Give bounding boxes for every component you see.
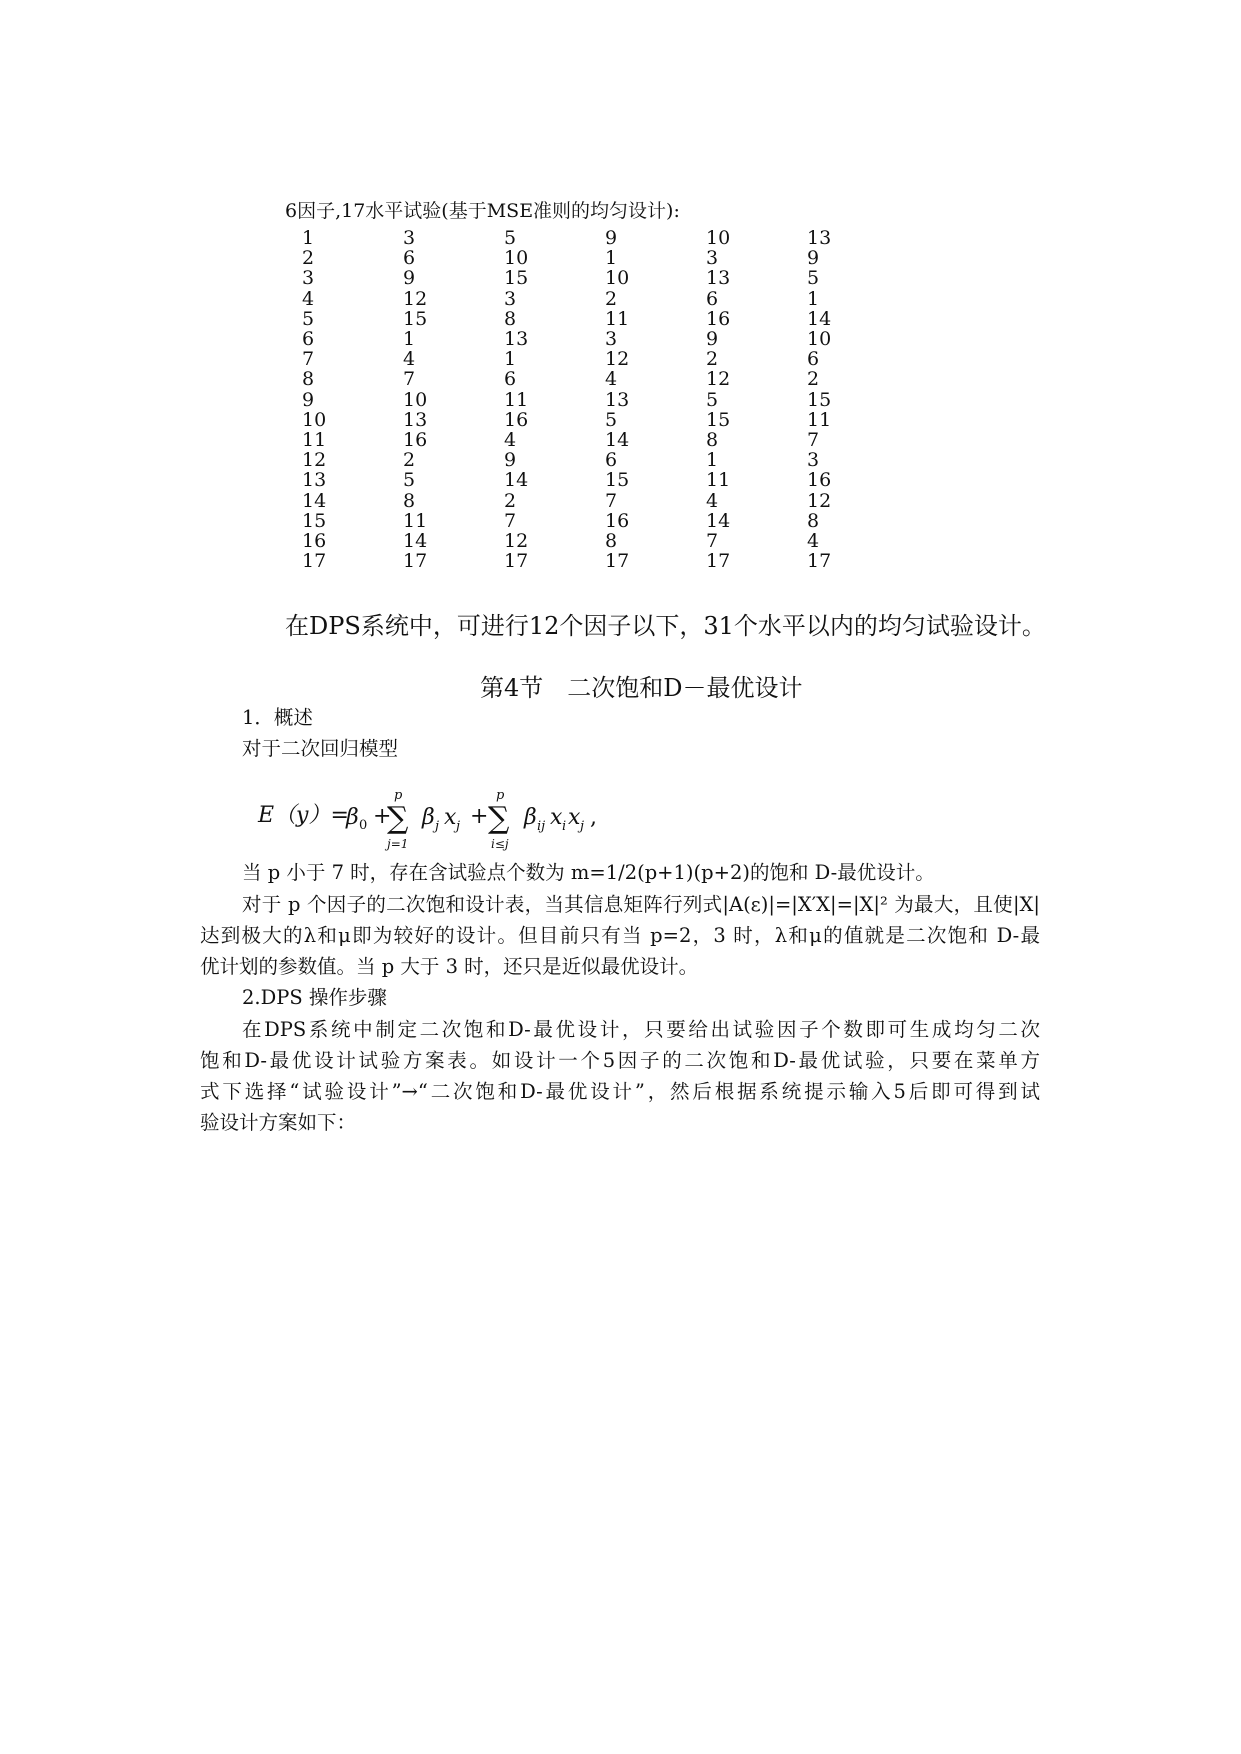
formula-term2-xi-sub: i (562, 819, 567, 834)
table-cell: 9 (302, 388, 315, 411)
table-cell: 6 (605, 449, 618, 472)
table-cell: 5 (403, 469, 416, 492)
table-cell: 4 (403, 348, 416, 371)
formula-beta0: β (346, 805, 359, 830)
formula-tail: , (590, 805, 597, 830)
formula-term1-sub: j (435, 819, 440, 834)
table-cell: 13 (504, 328, 529, 351)
table-cell: 7 (605, 489, 618, 512)
table-cell: 8 (403, 489, 416, 512)
table-cell: 3 (403, 227, 416, 249)
formula-sum2-upper: p (496, 788, 505, 803)
formula-beta0-sub: 0 (359, 818, 368, 833)
table-cell: 11 (504, 388, 529, 411)
table-row (302, 531, 908, 551)
paragraph-dps-line2: 饱和D-最优设计试验方案表。如设计一个5因子的二次饱和D-最优试验，只要在菜单方 (200, 1049, 1040, 1072)
table-cell: 10 (302, 408, 327, 431)
table-cell: 12 (403, 287, 428, 310)
table-cell: 2 (403, 449, 416, 472)
table-row (302, 349, 908, 369)
table-cell: 11 (403, 509, 428, 532)
table-row (302, 410, 908, 430)
paragraph-criteria-line1: 对于 p 个因子的二次饱和设计表，当其信息矩阵行列式|A(ε)|=|X′X|=|X|² 为最大，且使|X| (242, 893, 1040, 916)
table-cell: 8 (706, 429, 719, 452)
table-cell: 17 (807, 550, 832, 573)
table-cell: 3 (706, 247, 719, 270)
table-row (302, 309, 908, 329)
table-cell: 6 (807, 348, 820, 371)
table-cell: 1 (605, 247, 618, 270)
table-cell: 5 (504, 227, 517, 249)
uniform-design-table (302, 228, 908, 571)
table-cell: 12 (302, 449, 327, 472)
table-row (302, 450, 908, 470)
table-cell: 16 (504, 408, 529, 431)
table-cell: 17 (302, 550, 327, 573)
paragraph-dps-line4: 验设计方案如下： (200, 1111, 357, 1134)
table-cell: 16 (403, 429, 428, 452)
table-cell: 10 (706, 227, 731, 249)
formula-term2-xj: x (568, 805, 581, 830)
table-cell: 8 (807, 509, 820, 532)
table-cell: 14 (403, 530, 428, 553)
table-cell: 13 (605, 388, 630, 411)
table-cell: 14 (807, 307, 832, 330)
formula-term2-xj-sub: j (580, 819, 585, 834)
table-cell: 17 (403, 550, 428, 573)
table-cell: 12 (706, 368, 731, 391)
table-cell: 8 (605, 530, 618, 553)
table-cell: 9 (807, 247, 820, 270)
table-cell: 2 (706, 348, 719, 371)
table-cell: 2 (807, 368, 820, 391)
table-cell: 3 (302, 267, 315, 290)
paragraph-criteria-line2: 达到极大的λ和μ即为较好的设计。但目前只有当 p=2，3 时，λ和μ的值就是二次饱和 D-最 (200, 924, 1040, 947)
table-cell: 3 (807, 449, 820, 472)
paragraph-dps-line1: 在DPS系统中制定二次饱和D-最优设计，只要给出试验因子个数即可生成均匀二次 (242, 1018, 1040, 1041)
paragraph-saturated-condition: 当 p 小于 7 时，存在含试验点个数为 m=1/2(p+1)(p+2)的饱和 D-最优设计。 (242, 861, 935, 884)
table-cell: 9 (706, 328, 719, 351)
table-cell: 5 (706, 388, 719, 411)
table-cell: 14 (605, 429, 630, 452)
table-row (302, 289, 908, 309)
design-table-body (302, 228, 908, 571)
table-row (302, 511, 908, 531)
table-cell: 6 (706, 287, 719, 310)
table-cell: 5 (807, 267, 820, 290)
table-cell: 12 (807, 489, 832, 512)
formula-term2-beta: β (524, 805, 537, 830)
table-cell: 2 (302, 247, 315, 270)
table-cell: 7 (302, 348, 315, 371)
table-cell: 7 (706, 530, 719, 553)
table-row (302, 551, 908, 571)
table-cell: 8 (504, 307, 517, 330)
table-cell: 17 (504, 550, 529, 573)
table-cell: 3 (504, 287, 517, 310)
table-cell: 14 (706, 509, 731, 532)
formula-term1-x: x (444, 805, 457, 830)
formula-plus-2: + (470, 804, 489, 829)
table-cell: 11 (706, 469, 731, 492)
table-cell: 9 (605, 227, 618, 249)
table-cell: 6 (504, 368, 517, 391)
table-cell: 1 (504, 348, 517, 371)
table-cell: 11 (605, 307, 630, 330)
table-cell: 1 (706, 449, 719, 472)
table-cell: 6 (403, 247, 416, 270)
table-cell: 13 (403, 408, 428, 431)
regression-formula (258, 786, 678, 852)
table-cell: 3 (605, 328, 618, 351)
table-row (302, 369, 908, 389)
formula-lhs: E（y）= (258, 803, 349, 828)
table-cell: 7 (807, 429, 820, 452)
formula-sum2: ∑ (488, 801, 510, 836)
table-cell: 5 (302, 307, 315, 330)
table-cell: 9 (403, 267, 416, 290)
table-cell: 15 (605, 469, 630, 492)
table-cell: 15 (302, 509, 327, 532)
table-cell: 13 (706, 267, 731, 290)
table-cell: 16 (302, 530, 327, 553)
table-row (302, 228, 908, 248)
table-row (302, 248, 908, 268)
table-cell: 12 (504, 530, 529, 553)
table-cell: 11 (302, 429, 327, 452)
formula-sum1: ∑ (387, 801, 409, 836)
table-cell: 1 (807, 287, 820, 310)
table-cell: 13 (807, 227, 832, 249)
table-row (302, 329, 908, 349)
subsection-overview-heading: 1．概述 (242, 706, 313, 729)
table-cell: 10 (605, 267, 630, 290)
table-row (302, 430, 908, 450)
table-cell: 12 (605, 348, 630, 371)
table-cell: 16 (807, 469, 832, 492)
table-cell: 10 (807, 328, 832, 351)
section-title: 第4节 二次饱和D－最优设计 (480, 674, 803, 702)
table-cell: 6 (302, 328, 315, 351)
table-cell: 15 (504, 267, 529, 290)
table-cell: 10 (504, 247, 529, 270)
table-row (302, 268, 908, 288)
subsection-dps-steps-heading: 2.DPS 操作步骤 (242, 986, 387, 1009)
paragraph-criteria-line3: 优计划的参数值。当 p 大于 3 时，还只是近似最优设计。 (200, 955, 699, 978)
table-cell: 13 (302, 469, 327, 492)
paragraph-dps-line3: 式下选择“试验设计”→“二次饱和D-最优设计”，然后根据系统提示输入5后即可得到试 (200, 1080, 1040, 1103)
formula-term1-beta: β (422, 805, 435, 830)
table-cell: 1 (403, 328, 416, 351)
table-cell: 15 (807, 388, 832, 411)
table-caption: 6因子,17水平试验(基于MSE准则的均匀设计): (285, 200, 680, 222)
table-cell: 17 (706, 550, 731, 573)
table-cell: 14 (504, 469, 529, 492)
intro-text: 对于二次回归模型 (242, 737, 399, 760)
table-cell: 4 (706, 489, 719, 512)
table-cell: 9 (504, 449, 517, 472)
table-cell: 4 (504, 429, 517, 452)
table-cell: 16 (605, 509, 630, 532)
formula-sum2-lower: i≤j (491, 837, 509, 851)
table-cell: 7 (504, 509, 517, 532)
table-cell: 1 (302, 227, 315, 249)
table-cell: 4 (302, 287, 315, 310)
table-cell: 11 (807, 408, 832, 431)
table-cell: 15 (403, 307, 428, 330)
table-cell: 7 (403, 368, 416, 391)
formula-term1-x-sub: j (456, 819, 461, 834)
table-cell: 2 (504, 489, 517, 512)
formula-term2-xi: x (550, 805, 563, 830)
table-cell: 5 (605, 408, 618, 431)
table-cell: 4 (605, 368, 618, 391)
formula-sum1-lower: j=1 (387, 837, 409, 851)
table-cell: 10 (403, 388, 428, 411)
formula-term2-sub: ij (537, 819, 546, 834)
table-cell: 2 (605, 287, 618, 310)
table-cell: 4 (807, 530, 820, 553)
table-row (302, 390, 908, 410)
table-cell: 14 (302, 489, 327, 512)
table-row (302, 491, 908, 511)
table-row (302, 470, 908, 490)
formula-sum1-upper: p (394, 788, 403, 803)
formula-plus-1: + (373, 804, 392, 829)
dps-note: 在DPS系统中，可进行12个因子以下，31个水平以内的均匀试验设计。 (285, 612, 1046, 640)
table-cell: 15 (706, 408, 731, 431)
table-cell: 8 (302, 368, 315, 391)
table-cell: 16 (706, 307, 731, 330)
table-cell: 17 (605, 550, 630, 573)
